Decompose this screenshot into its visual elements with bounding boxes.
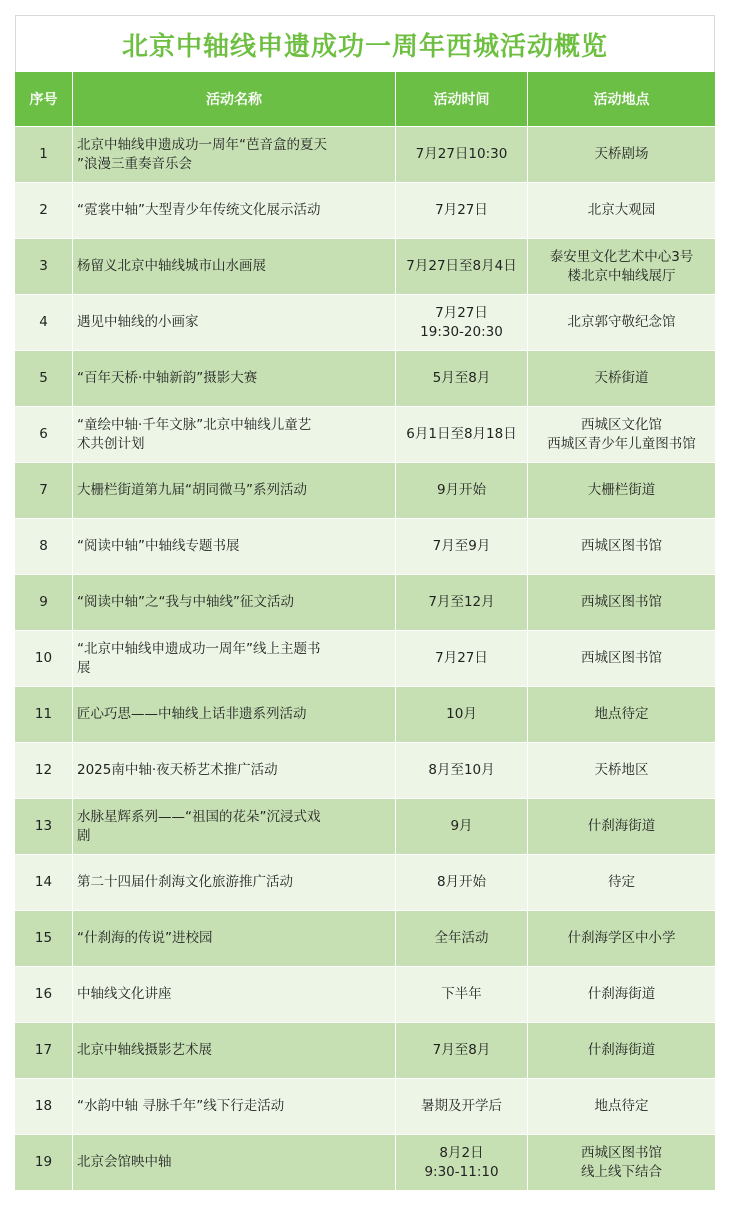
activity-place (528, 631, 715, 687)
activity-time (396, 1023, 528, 1079)
row-number: 9 (15, 575, 73, 631)
row-number: 18 (15, 1079, 73, 1135)
table-row (15, 967, 715, 1023)
activity-time-line: 8月至10月 (428, 762, 495, 778)
activity-name-line: 第二十四届什刹海文化旅游推广活动 (77, 874, 293, 890)
activity-name (73, 1023, 396, 1079)
activity-time-line: 8月2日 (439, 1144, 484, 1161)
activity-name (73, 631, 396, 687)
activity-sheet (15, 15, 715, 1191)
row-number: 2 (15, 183, 73, 239)
table-header-row (15, 72, 715, 127)
row-number: 8 (15, 519, 73, 575)
row-number: 14 (15, 855, 73, 911)
activity-name-line: “百年天桥·中轴新韵”摄影大赛 (77, 370, 258, 386)
activity-name-line: 水脉星辉系列——“祖国的花朵”沉浸式戏 (77, 808, 321, 825)
activity-name-line: “霓裳中轴”大型青少年传统文化展示活动 (77, 202, 321, 218)
activity-name-line: 匠心巧思——中轴线上话非遗系列活动 (77, 706, 307, 722)
activity-time (396, 631, 528, 687)
activity-time (396, 911, 528, 967)
activity-place (528, 295, 715, 351)
activity-name-line: 术共创计划 (77, 435, 145, 452)
activity-name-line: 北京中轴线申遗成功一周年“芭音盒的夏天 (77, 136, 327, 153)
activity-time (396, 743, 528, 799)
activity-time (396, 687, 528, 743)
activity-time (396, 967, 528, 1023)
activity-place-line: 什刹海街道 (587, 818, 656, 834)
activity-time-line: 6月1日至8月18日 (406, 426, 517, 442)
activity-place (528, 183, 715, 239)
activity-place (528, 407, 715, 463)
activity-name-line: “水韵中轴 寻脉千年”线下行走活动 (77, 1098, 285, 1114)
activity-place (528, 687, 715, 743)
header-name: 活动名称 (73, 72, 396, 127)
activity-time (396, 575, 528, 631)
activity-place-line: 西城区图书馆 (581, 1144, 662, 1161)
row-number: 15 (15, 911, 73, 967)
activity-time-line: 19:30-20:30 (420, 323, 503, 340)
activity-place (528, 855, 715, 911)
activity-time (396, 855, 528, 911)
activity-place (528, 1023, 715, 1079)
activity-name-line: 2025南中轴·夜天桥艺术推广活动 (77, 762, 278, 778)
activity-place-line: 待定 (608, 874, 635, 890)
activity-name (73, 295, 396, 351)
row-number: 17 (15, 1023, 73, 1079)
activity-name (73, 519, 396, 575)
activity-place-line: 西城区文化馆 (581, 416, 662, 433)
activity-time-line: 7月至9月 (432, 538, 491, 554)
activity-time (396, 463, 528, 519)
activity-name-line: 北京中轴线摄影艺术展 (77, 1042, 212, 1058)
table-row (15, 407, 715, 463)
activity-time-line: 7月27日10:30 (415, 146, 508, 162)
table-body (15, 127, 715, 1191)
table-row (15, 463, 715, 519)
activity-time (396, 1135, 528, 1191)
header-no: 序号 (15, 72, 73, 127)
activity-name (73, 183, 396, 239)
activity-time-line: 7月至12月 (428, 594, 495, 610)
activity-name-line: 遇见中轴线的小画家 (77, 314, 199, 330)
activity-place-line: 天桥地区 (594, 762, 649, 778)
activity-name-line: 大栅栏街道第九届“胡同微马”系列活动 (77, 482, 307, 498)
activity-place (528, 575, 715, 631)
row-number: 3 (15, 239, 73, 295)
activity-place-line: 天桥剧场 (594, 146, 649, 162)
activity-name-line: 杨留义北京中轴线城市山水画展 (77, 258, 266, 274)
activity-place-line: 天桥街道 (594, 370, 649, 386)
activity-time-line: 全年活动 (434, 930, 489, 946)
activity-place (528, 239, 715, 295)
activity-place-line: 什刹海学区中小学 (567, 930, 676, 946)
table-row (15, 1079, 715, 1135)
table-row (15, 127, 715, 183)
page-title: 北京中轴线申遗成功一周年西城活动概览 (15, 15, 715, 72)
row-number: 6 (15, 407, 73, 463)
activity-name-line: 北京会馆映中轴 (77, 1154, 172, 1170)
activity-place (528, 911, 715, 967)
row-number: 16 (15, 967, 73, 1023)
activity-time-line: 9:30-11:10 (424, 1163, 499, 1180)
activity-time-line: 下半年 (441, 986, 482, 1002)
table-row (15, 239, 715, 295)
activity-time-line: 7月27日 (435, 304, 488, 321)
row-number: 11 (15, 687, 73, 743)
activity-time-line: 7月27日 (435, 202, 488, 218)
activity-name (73, 855, 396, 911)
table-row (15, 351, 715, 407)
activity-time (396, 127, 528, 183)
activity-place (528, 463, 715, 519)
row-number: 10 (15, 631, 73, 687)
activity-time (396, 519, 528, 575)
activity-time-line: 7月27日 (435, 650, 488, 666)
activity-name (73, 575, 396, 631)
activity-time-line: 7月至8月 (432, 1042, 491, 1058)
table-row (15, 631, 715, 687)
activity-name-line: “阅读中轴”中轴线专题书展 (77, 538, 240, 554)
activity-name (73, 967, 396, 1023)
activity-place-line: 地点待定 (594, 1098, 649, 1114)
table-row (15, 1023, 715, 1079)
activity-name (73, 239, 396, 295)
table-row (15, 911, 715, 967)
table-row (15, 743, 715, 799)
activity-name-line: “什刹海的传说”进校园 (77, 930, 213, 946)
activity-name (73, 743, 396, 799)
activity-name-line: 中轴线文化讲座 (77, 986, 172, 1002)
table-row (15, 183, 715, 239)
activity-time-line: 9月开始 (436, 482, 487, 498)
table-row (15, 1135, 715, 1191)
table-row (15, 799, 715, 855)
activity-time (396, 351, 528, 407)
activity-place-line: 线上线下结合 (581, 1163, 662, 1180)
row-number: 5 (15, 351, 73, 407)
activity-time-line: 10月 (446, 706, 477, 722)
activity-time-line: 5月至8月 (432, 370, 491, 386)
activity-place-line: 西城区图书馆 (581, 594, 662, 610)
header-time: 活动时间 (396, 72, 528, 127)
row-number: 12 (15, 743, 73, 799)
activity-name-line: “童绘中轴·千年文脉”北京中轴线儿童艺 (77, 416, 312, 433)
activity-place-line: 楼北京中轴线展厅 (567, 267, 676, 284)
activity-place (528, 743, 715, 799)
activity-place-line: 什刹海街道 (587, 1042, 656, 1058)
row-number: 13 (15, 799, 73, 855)
activity-name (73, 463, 396, 519)
table-row (15, 295, 715, 351)
row-number: 7 (15, 463, 73, 519)
activity-name (73, 1079, 396, 1135)
activity-time (396, 239, 528, 295)
activity-place-line: 北京大观园 (587, 202, 656, 218)
activity-place-line: 泰安里文化艺术中心3号 (549, 248, 694, 265)
activity-place (528, 127, 715, 183)
activity-place-line: 西城区图书馆 (581, 538, 662, 554)
activity-place (528, 1135, 715, 1191)
activity-name (73, 127, 396, 183)
activity-time (396, 407, 528, 463)
activity-name (73, 1135, 396, 1191)
table-row (15, 855, 715, 911)
activity-table (15, 72, 715, 1191)
activity-name-line: ”浪漫三重奏音乐会 (77, 155, 192, 172)
activity-place (528, 519, 715, 575)
activity-time-line: 8月开始 (436, 874, 487, 890)
activity-name (73, 351, 396, 407)
activity-name-line: 剧 (77, 827, 91, 844)
activity-name (73, 911, 396, 967)
activity-place-line: 北京郭守敬纪念馆 (567, 314, 676, 330)
activity-name-line: “阅读中轴”之“我与中轴线”征文活动 (77, 594, 294, 610)
activity-place (528, 1079, 715, 1135)
activity-name-line: 展 (77, 659, 91, 676)
activity-name (73, 407, 396, 463)
activity-time-line: 9月 (450, 818, 473, 834)
table-row (15, 575, 715, 631)
activity-time-line: 7月27日至8月4日 (406, 258, 517, 274)
activity-place-line: 地点待定 (594, 706, 649, 722)
activity-place-line: 西城区青少年儿童图书馆 (547, 435, 696, 452)
activity-time (396, 799, 528, 855)
row-number: 1 (15, 127, 73, 183)
activity-time (396, 183, 528, 239)
activity-time (396, 295, 528, 351)
activity-name (73, 799, 396, 855)
activity-place-line: 大栅栏街道 (587, 482, 656, 498)
row-number: 4 (15, 295, 73, 351)
activity-name-line: “北京中轴线申遗成功一周年”线上主题书 (77, 640, 321, 657)
activity-time (396, 1079, 528, 1135)
activity-time-line: 暑期及开学后 (421, 1098, 502, 1114)
table-row (15, 519, 715, 575)
activity-name (73, 687, 396, 743)
table-row (15, 687, 715, 743)
activity-place-line: 什刹海街道 (587, 986, 656, 1002)
activity-place (528, 799, 715, 855)
activity-place (528, 351, 715, 407)
header-place: 活动地点 (528, 72, 715, 127)
activity-place (528, 967, 715, 1023)
row-number: 19 (15, 1135, 73, 1191)
activity-place-line: 西城区图书馆 (581, 650, 662, 666)
